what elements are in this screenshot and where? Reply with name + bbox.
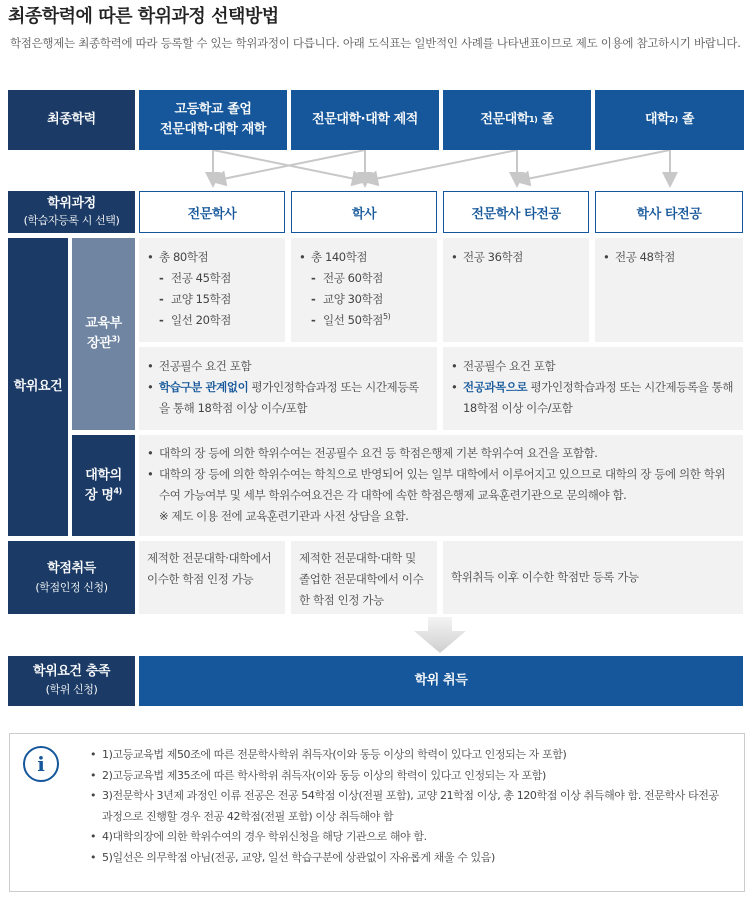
fulfilled-label: 학위요건 충족 xyxy=(32,664,111,679)
credit-acq-associate: 제적한 전문대학·대학에서 이수한 학점 인정 가능 xyxy=(139,541,285,614)
credits-bachelor-elective-text: 일선 50학점 xyxy=(323,313,383,327)
page-title: 최종학력에 따른 학위과정 선택방법 xyxy=(8,6,279,27)
degree-bachelor: 학사 xyxy=(291,191,437,233)
credits-associate-total: • 총 80학점 xyxy=(147,247,277,268)
credit-acq-bachelor: 제적한 전문대학·대학 및 졸업한 전문대학에서 이수한 학점 인정 가능 xyxy=(291,541,437,614)
edu-college-grad: 전문대학 1) 졸 xyxy=(443,90,591,150)
down-arrow-icon xyxy=(414,617,466,653)
footnote-ref-5: 5) xyxy=(382,312,391,322)
edu-highschool-line1: 고등학교 졸업 xyxy=(174,102,252,117)
row-label-fulfilled xyxy=(8,656,135,706)
university-req-item1: • 대학의 장 등에 의한 학위수여는 전공필수 요건 등 학점은행제 기본 학위수여 요건을 포함함. xyxy=(147,443,735,464)
ministry-req-left xyxy=(139,347,437,430)
footnote-5: • 5)일선은 의무학점 아님(전공, 교양, 일선 학습구분에 상관없이 자유롭게 채울 수 있음) xyxy=(90,848,730,869)
edu-university-grad: 대학 2) 졸 xyxy=(595,90,744,150)
credits-bachelor-major: - 전공 60학점 xyxy=(299,268,429,289)
credits-bachelor-other xyxy=(595,238,743,342)
row-label-ministry xyxy=(72,238,135,430)
ministry-req-right-line2 xyxy=(451,377,735,419)
credits-bachelor-elective xyxy=(299,310,429,331)
arrow-edu4-assoc-other xyxy=(522,150,670,180)
edu-university-grad-suffix: 졸 xyxy=(677,112,695,127)
credits-bachelor xyxy=(291,238,437,342)
flow-arrows xyxy=(0,150,753,190)
intro-text: 학점은행제는 최종학력에 따라 등록할 수 있는 학위과정이 다릅니다. 아래 도식표는 일반적인 사례를 나타낸표이므로 제도 이용에 참고하시기 바랍니다. xyxy=(10,36,741,50)
fulfilled-sublabel: (학위 신청) xyxy=(45,683,98,696)
degree-associate-other-major: 전문학사 타전공 xyxy=(443,191,589,233)
footnote-ref-4: 4) xyxy=(113,486,122,496)
ministry-req-right-highlight: 전공과목으로 xyxy=(463,380,528,394)
footnote-1: • 1)고등교육법 제50조에 따른 전문학사학위 취득자(이와 동등 이상의 학력이 있다고 인정되는 자 포함) xyxy=(90,745,730,766)
ministry-req-left-rest: 평가인정학습과정 또는 시간제등록을 통해 18학점 이상 이수/포함 xyxy=(159,380,419,415)
footnote-3: • 3)전문학사 3년제 과정인 이류 전공은 전공 54학점 이상(전필 포함), 교양 21학점 이상, 총 120학점 이상 취득해야 함. 전문학사 타전공 과정으로 진행할 경우 전공 42학점(전필 포함) 이상 취득해야 함 xyxy=(90,786,730,827)
degree-bachelor-other-major: 학사 타전공 xyxy=(595,191,743,233)
university-req-item2: • 대학의 장 등에 의한 학위수여는 학칙으로 반영되어 있는 일부 대학에서 이루어지고 있으므로 대학의 장 등에 의한 학위수여 가능여부 및 세부 학위수여요건은 각 대학에 속한 학점은행제 교육훈련기관으로 문의해야 함. xyxy=(147,464,735,506)
university-label: 대학의 장 명 xyxy=(85,467,122,503)
ministry-req-left-line2 xyxy=(147,377,429,419)
row-label-degree-course xyxy=(8,191,135,233)
row-label-final-edu: 최종학력 xyxy=(8,90,135,150)
edu-college-grad-label: 전문대학 xyxy=(480,112,529,127)
edu-university-grad-label: 대학 xyxy=(644,112,670,127)
credits-bachelor-total: • 총 140학점 xyxy=(299,247,429,268)
credits-associate-elective: - 일선 20학점 xyxy=(147,310,277,331)
university-req xyxy=(139,435,743,536)
university-req-note: ※ 제도 이용 전에 교육훈련기관과 사전 상담을 요함. xyxy=(159,509,409,523)
result-degree-acquired: 학위 취득 xyxy=(139,656,743,706)
credits-associate-liberal: - 교양 15학점 xyxy=(147,289,277,310)
edu-college-grad-suffix: 졸 xyxy=(537,112,554,127)
edu-highschool xyxy=(139,90,287,150)
ministry-req-right xyxy=(443,347,743,430)
ministry-req-left-highlight: 학습구분 관계없이 xyxy=(159,380,249,394)
ministry-req-left-line1: • 전공필수 요건 포함 xyxy=(147,356,429,377)
edu-highschool-line2: 전문대학·대학 재학 xyxy=(160,122,266,137)
footnote-2: • 2)고등교육법 제35조에 따른 학사학위 취득자(이와 동등 이상의 학력이 있다고 인정되는 자 포함) xyxy=(90,766,730,787)
credits-associate-major: - 전공 45학점 xyxy=(147,268,277,289)
credits-bachelor-liberal: - 교양 30학점 xyxy=(299,289,429,310)
credit-acq-other: 학위취득 이후 이수한 학점만 등록 가능 xyxy=(443,541,743,614)
credits-bachelor-other-major: • 전공 48학점 xyxy=(603,247,735,268)
row-label-requirements: 학위요건 xyxy=(8,238,68,536)
edu-withdrawn: 전문대학·대학 제적 xyxy=(291,90,439,150)
credits-associate-other xyxy=(443,238,589,342)
row-label-credit-acq xyxy=(8,541,135,614)
ministry-label: 교육부 장관 xyxy=(85,316,122,351)
ministry-req-right-rest: 평가인정학습과정 또는 시간제등록을 통해 18학점 이상 이수/포함 xyxy=(463,380,734,415)
credit-acq-label: 학점취득 xyxy=(47,560,96,576)
ministry-req-right-line1: • 전공필수 요건 포함 xyxy=(451,356,735,377)
info-icon: i xyxy=(23,746,59,782)
credits-associate xyxy=(139,238,285,342)
footnote-4: • 4)대학의장에 의한 학위수여의 경우 학위신청을 해당 기관으로 해야 함. xyxy=(90,827,730,848)
degree-associate: 전문학사 xyxy=(139,191,285,233)
credits-associate-other-major: • 전공 36학점 xyxy=(451,247,581,268)
row-label-university xyxy=(72,435,135,536)
degree-course-sublabel: (학습자등록 시 선택) xyxy=(23,213,120,227)
degree-course-label: 학위과정 xyxy=(47,195,96,211)
credit-acq-sublabel: (학점인정 신청) xyxy=(35,580,108,594)
footnote-ref-3: 3) xyxy=(111,334,120,344)
arrow-edu3-bachelor xyxy=(370,150,517,180)
footnotes-list xyxy=(90,745,730,868)
